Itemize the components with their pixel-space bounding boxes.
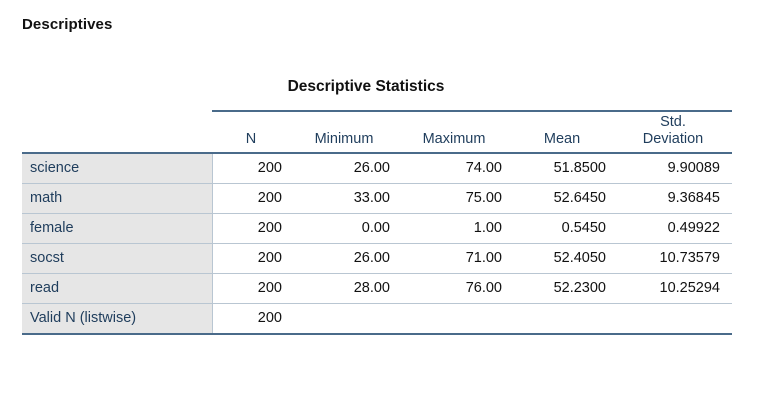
cell-minimum: 33.00 [290,184,398,214]
table-body [22,153,732,334]
table-row [22,214,732,244]
cell-n: 200 [212,214,290,244]
row-label: socst [22,244,212,274]
cell-mean: 52.6450 [510,184,614,214]
column-header-std-deviation [614,111,732,153]
cell-std-deviation: 0.49922 [614,214,732,244]
cell-maximum: 75.00 [398,184,510,214]
row-label: read [22,274,212,304]
cell-mean: 51.8500 [510,153,614,184]
row-label: math [22,184,212,214]
cell-n: 200 [212,184,290,214]
row-label: Valid N (listwise) [22,304,212,335]
cell-std-deviation: 9.36845 [614,184,732,214]
cell-minimum: 0.00 [290,214,398,244]
cell-minimum: 26.00 [290,244,398,274]
column-header-blank [22,111,212,153]
column-header-std-deviation-line2: Deviation [642,130,704,147]
column-header-maximum: Maximum [398,111,510,153]
cell-n: 200 [212,304,290,335]
cell-std-deviation: 10.73579 [614,244,732,274]
section-title: Descriptives [22,16,113,33]
column-header-minimum: Minimum [290,111,398,153]
table-row [22,244,732,274]
cell-std-deviation: 9.90089 [614,153,732,184]
cell-n: 200 [212,244,290,274]
cell-maximum: 74.00 [398,153,510,184]
cell-n: 200 [212,274,290,304]
cell-mean [510,304,614,335]
cell-minimum: 26.00 [290,153,398,184]
table-row [22,184,732,214]
descriptive-statistics-table-block [22,78,732,335]
cell-maximum: 76.00 [398,274,510,304]
cell-std-deviation [614,304,732,335]
cell-mean: 52.2300 [510,274,614,304]
cell-minimum [290,304,398,335]
column-header-n: N [212,111,290,153]
column-header-std-deviation-line1: Std. [660,114,686,130]
cell-mean: 52.4050 [510,244,614,274]
cell-minimum: 28.00 [290,274,398,304]
cell-maximum: 71.00 [398,244,510,274]
table-caption: Descriptive Statistics [287,78,445,95]
table-header [22,111,732,153]
row-label: science [22,153,212,184]
table-header-row [22,111,732,153]
row-label: female [22,214,212,244]
cell-maximum: 1.00 [398,214,510,244]
table-row [22,304,732,335]
cell-mean: 0.5450 [510,214,614,244]
table-row [22,274,732,304]
cell-n: 200 [212,153,290,184]
cell-maximum [398,304,510,335]
table-row [22,153,732,184]
cell-std-deviation: 10.25294 [614,274,732,304]
descriptive-statistics-table [22,110,732,335]
column-header-mean: Mean [510,111,614,153]
